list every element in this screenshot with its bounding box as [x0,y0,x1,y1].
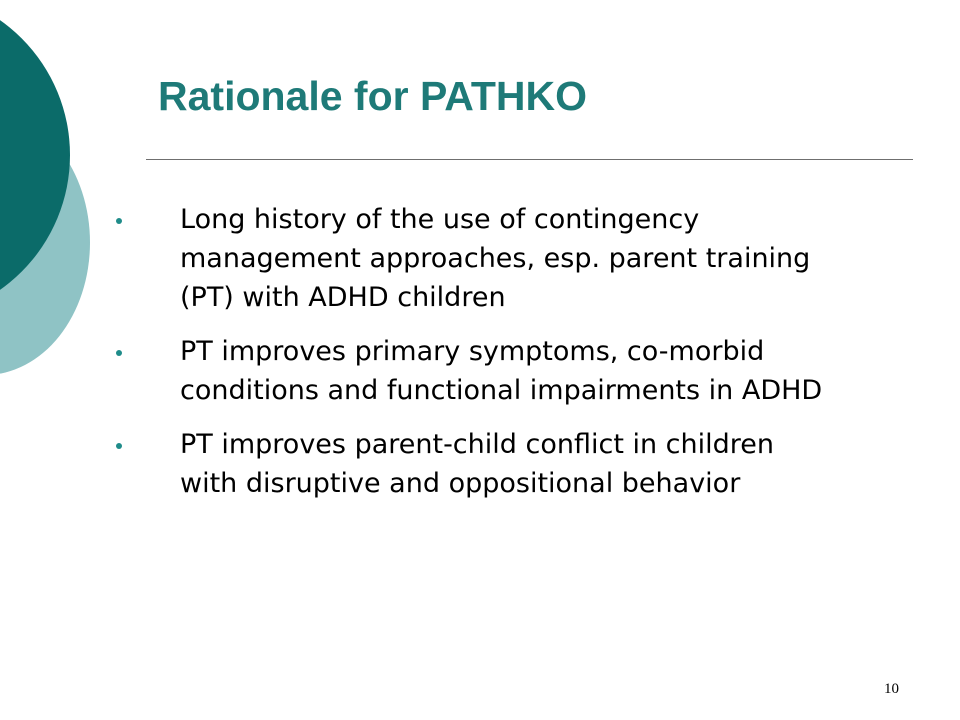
bullet-dot-icon [116,350,122,356]
bullet-text: PT improves parent-child conflict in children with disruptive and oppositional behavior [180,429,775,499]
bullet-item [113,200,833,317]
bullet-text: Long history of the use of contingency management approaches, esp. parent training (PT) with ADHD children [180,204,811,313]
page-number: 10 [884,681,899,697]
bullet-item [113,425,833,503]
title-divider [146,159,913,160]
bullet-dot-icon [116,443,122,449]
bullet-list [113,200,833,518]
slide-title: Rationale for PATHKO [158,73,587,119]
bullet-text: PT improves primary symptoms, co-morbid conditions and functional impairments in ADHD [180,336,823,406]
bullet-item [113,332,833,410]
bullet-dot-icon [116,218,122,224]
